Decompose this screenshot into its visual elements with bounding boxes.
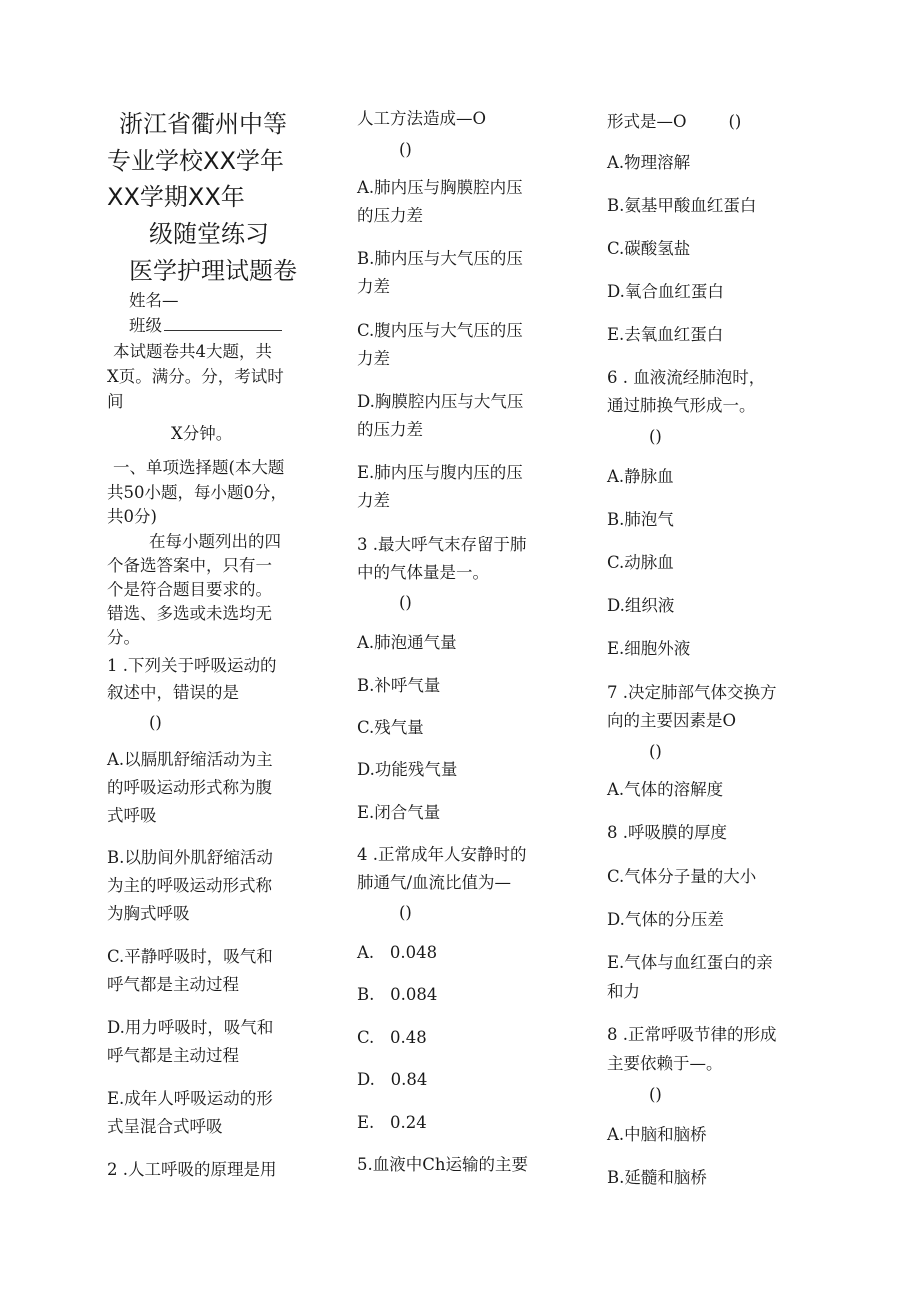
info-line-2: X页。满分。分，考试时: [107, 367, 284, 386]
q1-option-d-2: 呼气都是主动过程: [107, 1046, 239, 1065]
q1-line-1: 1 .下列关于呼吸运动的: [107, 656, 277, 675]
q1-paren: (): [149, 713, 162, 732]
q1-option-a-3: 式呼吸: [107, 806, 157, 825]
q6-option-b: B.肺泡气: [607, 510, 674, 529]
q7-option-b: 8 .呼吸膜的厚度: [607, 823, 727, 842]
q3-paren: (): [399, 593, 412, 612]
q3-option-c: C.残气量: [357, 718, 424, 737]
q4-option-b: B. 0.084: [357, 985, 438, 1004]
q3-line-2: 中的气体量是一。: [357, 563, 489, 582]
q2-option-e-2: 力差: [357, 491, 390, 510]
q4-line-2: 肺通气/血流比值为—: [357, 873, 512, 892]
q1-option-a-1: A.以膈肌舒缩活动为主: [107, 750, 273, 769]
q7-option-d: D.气体的分压差: [607, 910, 724, 929]
q2-option-e-1: E.肺内压与腹内压的压: [357, 463, 523, 482]
section-line-1: 一、单项选择题(本大题: [113, 458, 285, 477]
q1-line-2: 叙述中，错误的是: [107, 683, 239, 702]
q8-option-a: A.中脑和脑桥: [607, 1125, 707, 1144]
q4-option-d: D. 0.84: [357, 1070, 428, 1089]
q2-option-c-1: C.腹内压与大气压的压: [357, 321, 523, 340]
q1-option-b-2: 为主的呼吸运动形式称: [107, 876, 272, 895]
q3-option-d: D.功能残气量: [357, 760, 458, 779]
q1-option-e-2: 式呈混合式呼吸: [107, 1117, 223, 1136]
q6-option-a: A.静脉血: [607, 467, 674, 486]
q1-option-b-3: 为胸式呼吸: [107, 904, 190, 923]
q1-option-d-1: D.用力呼吸时，吸气和: [107, 1018, 274, 1037]
q4-option-c: C. 0.48: [357, 1028, 427, 1047]
q6-paren: (): [649, 427, 662, 446]
q3-option-a: A.肺泡通气量: [357, 633, 457, 652]
info-line-3: 间: [107, 392, 124, 411]
q8-line-2: 主要依赖于—。: [607, 1054, 723, 1073]
instruction-line-5: 分。: [107, 628, 140, 647]
q2-option-b-1: B.肺内压与大气压的压: [357, 249, 523, 268]
q7-line-1: 7 .决定肺部气体交换方: [607, 683, 777, 702]
q3-option-b: B.补呼气量: [357, 676, 441, 695]
q2-option-d-1: D.胸膜腔内压与大气压: [357, 392, 524, 411]
title-line-3: XX学期XX年: [107, 183, 245, 211]
q7-option-e-1: E.气体与血红蛋白的亲: [607, 953, 773, 972]
info-line-4: X分钟。: [171, 424, 233, 443]
q1-option-c-2: 呼气都是主动过程: [107, 975, 239, 994]
q1-option-b-1: B.以肋间外肌舒缩活动: [107, 848, 273, 867]
q2-option-a-1: A.肺内压与胸膜腔内压: [357, 178, 523, 197]
q6-option-d: D.组织液: [607, 596, 675, 615]
q5-option-d: D.氧合血红蛋白: [607, 282, 724, 301]
q4-option-a: A. 0.048: [357, 943, 438, 962]
class-field: [107, 314, 282, 338]
title-line-4: 级随堂练习: [149, 220, 269, 248]
q5-option-e: E.去氧血红蛋白: [607, 325, 724, 344]
title-line-5: 医学护理试题卷: [129, 257, 297, 285]
q3-option-e: E.闭合气量: [357, 803, 441, 822]
q2-paren: (): [399, 140, 412, 159]
section-line-2: 共50小题，每小题0分，: [107, 483, 287, 502]
q5-option-c: C.碳酸氢盐: [607, 239, 691, 258]
instruction-line-1: 在每小题列出的四: [149, 532, 281, 551]
q8-line-1: 8 .正常呼吸节律的形成: [607, 1025, 777, 1044]
instruction-line-2: 个备选答案中，只有一: [107, 556, 272, 575]
class-label: 班级: [129, 316, 162, 335]
section-line-3: 共0分): [107, 507, 157, 526]
q3-line-1: 3 .最大呼气末存留于肺: [357, 535, 527, 554]
q7-option-c: C.气体分子量的大小: [607, 867, 757, 886]
q5-line-2: 形式是—O (): [607, 112, 742, 131]
q6-line-1: 6 . 血液流经肺泡时，: [607, 368, 766, 387]
q2-option-d-2: 的压力差: [357, 420, 423, 439]
q2-line-2: 人工方法造成—O: [357, 109, 487, 128]
q8-paren: (): [649, 1085, 662, 1104]
name-label: 姓名—: [129, 291, 179, 310]
title-line-1: 浙江省衢州中等: [119, 110, 287, 138]
q1-option-c-1: C.平静呼吸时，吸气和: [107, 947, 273, 966]
q1-option-a-2: 的呼吸运动形式称为腹: [107, 778, 272, 797]
instruction-line-4: 错选、多选或未选均无: [107, 604, 272, 623]
q7-option-e-2: 和力: [607, 982, 640, 1001]
q7-line-2: 向的主要因素是O: [607, 711, 737, 730]
q2-option-b-2: 力差: [357, 277, 390, 296]
q5-option-a: A.物理溶解: [607, 153, 691, 172]
title-line-2: 专业学校XX学年: [107, 147, 284, 175]
q2-option-c-2: 力差: [357, 349, 390, 368]
q8-option-b: B.延髓和脑桥: [607, 1168, 707, 1187]
q1-option-e-1: E.成年人呼吸运动的形: [107, 1089, 273, 1108]
q7-paren: (): [649, 742, 662, 761]
q4-line-1: 4 .正常成年人安静时的: [357, 845, 527, 864]
q4-option-e: E. 0.24: [357, 1113, 427, 1132]
q6-option-e: E.细胞外液: [607, 639, 691, 658]
info-line-1: 本试题卷共4大题，共: [113, 342, 272, 361]
class-blank-line: [164, 316, 282, 331]
q2-option-a-2: 的压力差: [357, 206, 423, 225]
q7-option-a: A.气体的溶解度: [607, 780, 724, 799]
q2-line-1: 2 .人工呼吸的原理是用: [107, 1160, 277, 1179]
q5-option-b: B.氨基甲酸血红蛋白: [607, 196, 757, 215]
q5-line-1: 5.血液中Ch运输的主要: [357, 1155, 528, 1174]
q6-option-c: C.动脉血: [607, 553, 674, 572]
q4-paren: (): [399, 903, 412, 922]
q6-line-2: 通过肺换气形成一。: [607, 396, 756, 415]
instruction-line-3: 个是符合题目要求的。: [107, 580, 272, 599]
